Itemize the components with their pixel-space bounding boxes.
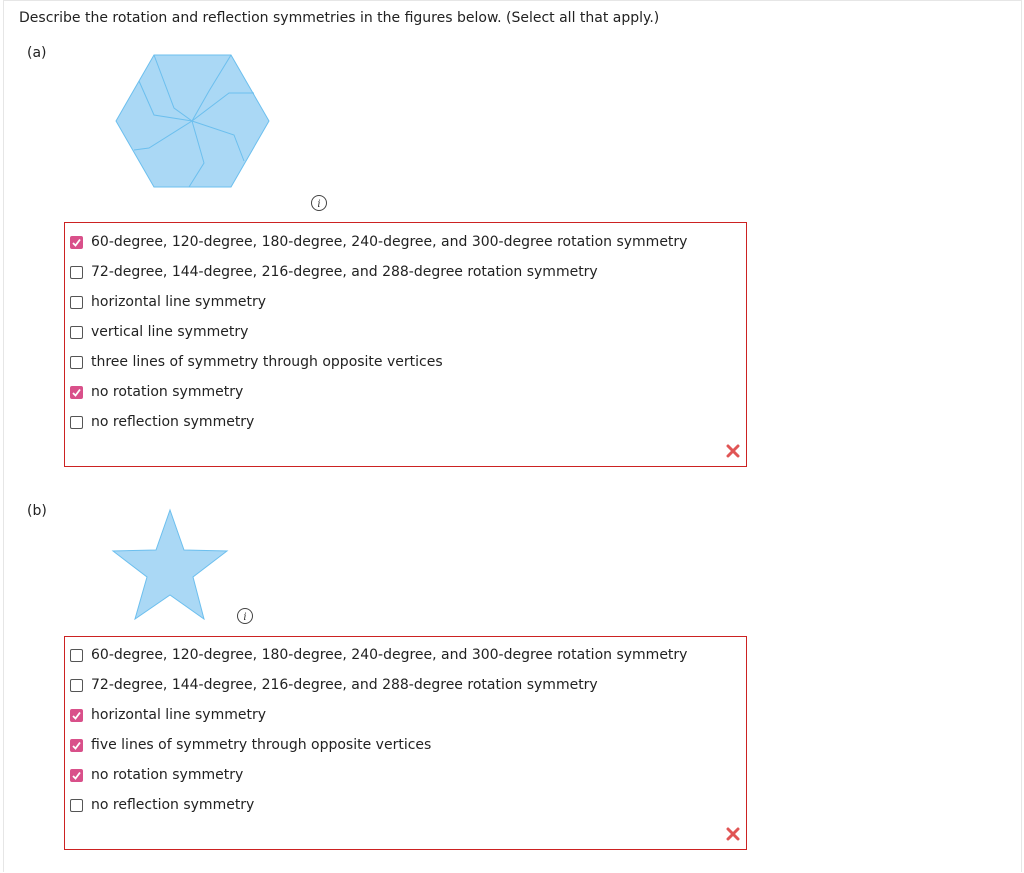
option-label: 72-degree, 144-degree, 216-degree, and 288-degree rotation symmetry — [91, 264, 598, 280]
checkbox-checked[interactable] — [70, 739, 83, 752]
option-label: 60-degree, 120-degree, 180-degree, 240-degree, and 300-degree rotation symmetry — [91, 647, 688, 663]
checkbox-checked[interactable] — [70, 709, 83, 722]
checkbox[interactable] — [70, 296, 83, 309]
option-label: five lines of symmetry through opposite vertices — [91, 737, 432, 753]
checkbox-checked[interactable] — [70, 386, 83, 399]
option-label: horizontal line symmetry — [91, 707, 266, 723]
star-figure — [111, 508, 229, 620]
option-label: vertical line symmetry — [91, 324, 249, 340]
option-a-7[interactable] — [70, 412, 254, 432]
option-label: horizontal line symmetry — [91, 294, 266, 310]
info-icon[interactable] — [236, 607, 254, 625]
checkbox[interactable] — [70, 649, 83, 662]
answer-box-b — [64, 636, 747, 850]
part-a-label: (a) — [27, 45, 47, 61]
option-label: three lines of symmetry through opposite vertices — [91, 354, 443, 370]
option-a-1[interactable] — [70, 232, 687, 252]
option-label: no reflection symmetry — [91, 414, 255, 430]
checkbox[interactable] — [70, 266, 83, 279]
check-icon — [71, 710, 82, 721]
question-text: Describe the rotation and reflection symmetries in the figures below. (Select all that apply.) — [19, 10, 660, 26]
part-b-label: (b) — [27, 503, 47, 519]
checkbox-checked[interactable] — [70, 236, 83, 249]
option-a-6[interactable] — [70, 382, 243, 402]
incorrect-x-icon — [726, 827, 740, 841]
option-label: no rotation symmetry — [91, 384, 244, 400]
option-label: no rotation symmetry — [91, 767, 244, 783]
option-label: no reflection symmetry — [91, 797, 255, 813]
svg-text:i: i — [317, 199, 321, 210]
check-icon — [71, 237, 82, 248]
info-icon[interactable] — [310, 194, 328, 212]
svg-text:i: i — [243, 612, 247, 623]
checkbox[interactable] — [70, 679, 83, 692]
incorrect-x-icon — [726, 444, 740, 458]
option-label: 60-degree, 120-degree, 180-degree, 240-degree, and 300-degree rotation symmetry — [91, 234, 688, 250]
option-b-5[interactable] — [70, 765, 243, 785]
option-a-4[interactable] — [70, 322, 248, 342]
check-icon — [71, 770, 82, 781]
option-b-2[interactable] — [70, 675, 598, 695]
check-icon — [71, 387, 82, 398]
checkbox[interactable] — [70, 416, 83, 429]
checkbox[interactable] — [70, 356, 83, 369]
checkbox-checked[interactable] — [70, 769, 83, 782]
answer-box-a — [64, 222, 747, 467]
option-a-5[interactable] — [70, 352, 443, 372]
checkbox[interactable] — [70, 326, 83, 339]
hexagon-figure — [114, 53, 272, 190]
option-a-2[interactable] — [70, 262, 598, 282]
option-a-3[interactable] — [70, 292, 266, 312]
star-outline — [113, 510, 227, 619]
option-b-4[interactable] — [70, 735, 431, 755]
checkbox[interactable] — [70, 799, 83, 812]
option-label: 72-degree, 144-degree, 216-degree, and 288-degree rotation symmetry — [91, 677, 598, 693]
option-b-6[interactable] — [70, 795, 254, 815]
check-icon — [71, 740, 82, 751]
option-b-3[interactable] — [70, 705, 266, 725]
option-b-1[interactable] — [70, 645, 687, 665]
